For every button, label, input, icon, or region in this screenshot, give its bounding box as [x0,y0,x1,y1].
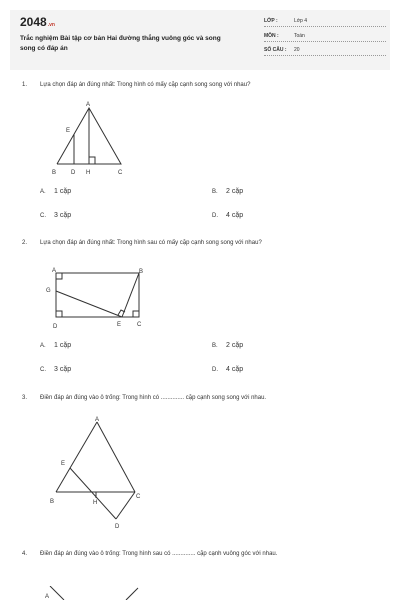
q2-option-b[interactable]: B. 2 cặp [212,342,244,349]
label-q1-C: C [118,170,123,176]
label-q1-E: E [66,128,71,134]
meta-subject: MÔN : Toán [264,31,386,42]
question-4: 4. Điền đáp án đúng vào ô trống: Trong hình sau có .............. cặp cạnh vuông góc với nhau. [22,551,278,557]
question-3: 3. Điền đáp án đúng vào ô trống: Trong hình có .............. cặp cạnh song song với nhau. [22,395,267,401]
label-q3-A: A [95,417,100,423]
label-q2-C: C [137,322,142,328]
figure-triangles-q3 [40,412,150,532]
site-logo[interactable]: 2048.vn [20,15,55,29]
q1-option-a[interactable]: A. 1 cặp [40,188,72,195]
meta-question-count: SỐ CÂU : 20 [264,45,386,56]
q1-option-b[interactable]: B. 2 cặp [212,188,244,195]
label-q3-B: B [50,499,55,505]
q2-option-d[interactable]: D. 4 cặp [212,366,244,373]
figure-triangle-q1 [45,100,135,178]
worksheet-title: Trắc nghiệm Bài tập cơ bản Hai đường thẳng vuông góc và song song có đáp án [20,35,221,52]
meta-grade: LỚP : Lớp 4 [264,16,386,27]
label-q2-G: G [46,288,51,294]
label-q2-A: A [52,268,57,274]
q2-option-a[interactable]: A. 1 cặp [40,342,72,349]
question-2: 2. Lựa chọn đáp án đúng nhất: Trong hình sau có mấy cặp cạnh song song với nhau? [22,240,262,246]
label-q1-B: B [52,170,57,176]
q2-option-c[interactable]: C. 3 cặp [40,366,72,373]
q1-option-c[interactable]: C. 3 cặp [40,212,72,219]
label-q1-A: A [86,102,91,108]
label-q2-B: B [139,269,144,275]
figure-partial-q4 [40,586,150,600]
label-q2-D: D [53,324,58,330]
label-q3-D: D [115,524,120,530]
label-q3-E: E [61,461,66,467]
worksheet-header [10,10,390,70]
q1-option-d[interactable]: D. 4 cặp [212,212,244,219]
label-q4-A: A [45,594,50,600]
label-q1-D: D [71,170,76,176]
label-q3-H: H [93,500,98,506]
label-q3-C: C [136,494,141,500]
label-q1-H: H [86,170,91,176]
question-1: 1. Lựa chọn đáp án đúng nhất: Trong hình có mấy cặp cạnh song song với nhau? [22,82,251,88]
label-q2-E: E [117,322,122,328]
figure-rectangle-q2 [44,264,154,332]
